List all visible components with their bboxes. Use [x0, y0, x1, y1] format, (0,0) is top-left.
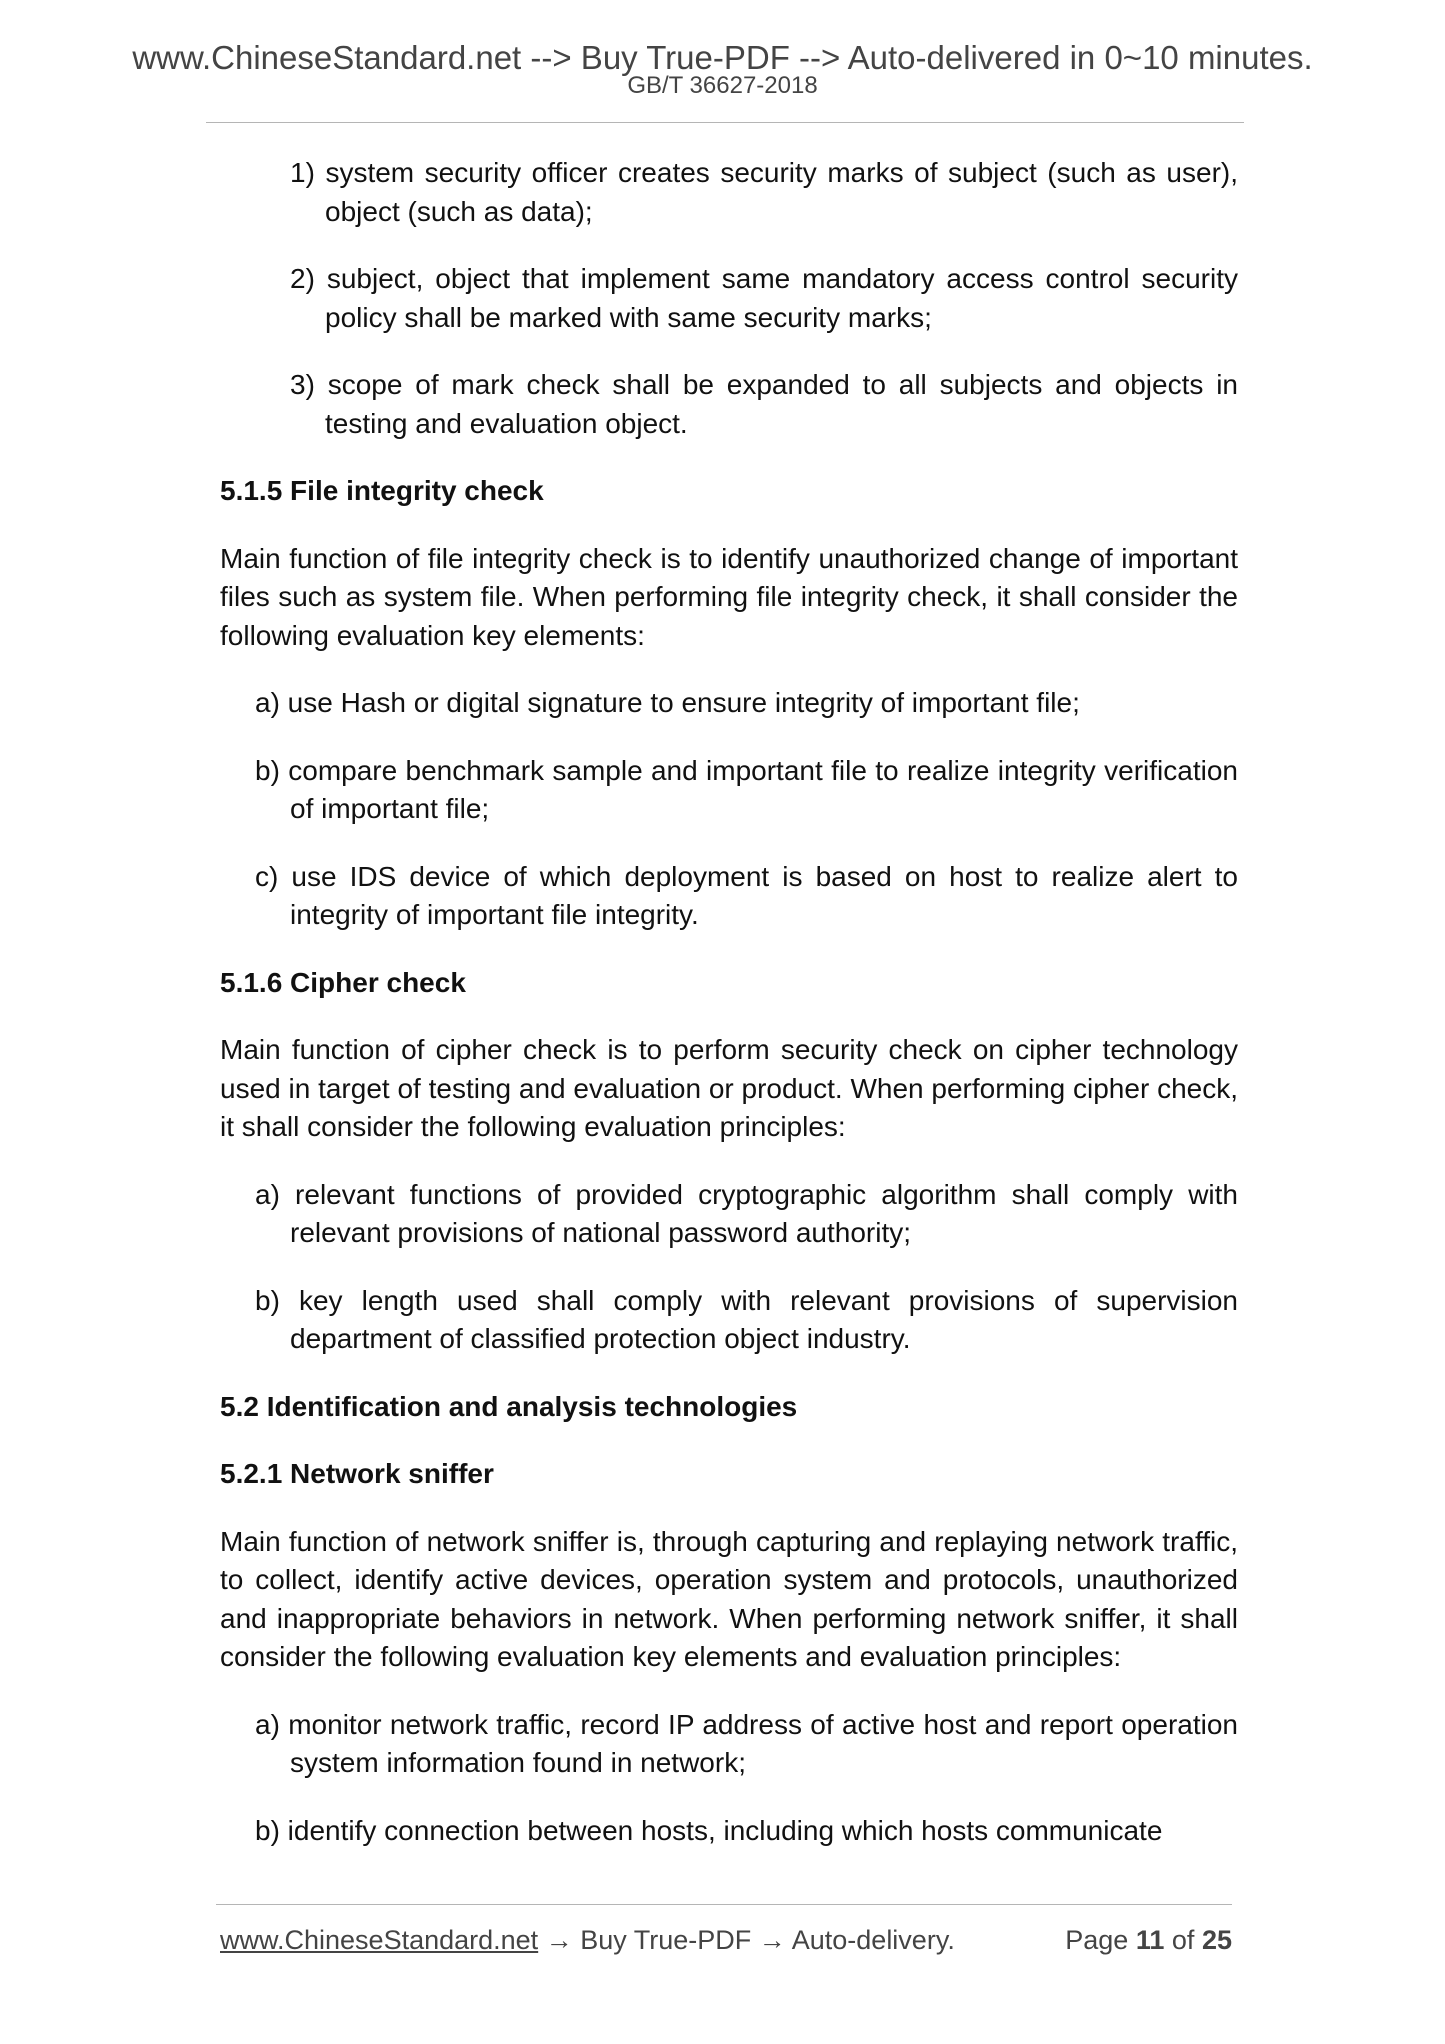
- document-body: [220, 154, 1238, 1850]
- list-item: b) identify connection between hosts, including which hosts communicate: [255, 1814, 1163, 1846]
- section-heading-5-1-5: 5.1.5 File integrity check: [220, 475, 544, 506]
- footer-divider: [216, 1904, 1232, 1905]
- section-heading-5-2-1: 5.2.1 Network sniffer: [220, 1458, 494, 1489]
- list-item: 3) scope of mark check shall be expanded to all subjects and objects in testing and evaluation object.: [290, 369, 1238, 439]
- of-label: of: [1171, 1925, 1195, 1955]
- page-number: 11: [1135, 1925, 1165, 1955]
- header-banner: www.ChineseStandard.net --> Buy True-PDF --> Auto-delivered in 0~10 minutes.: [132, 39, 1313, 76]
- section-heading-5-2: 5.2 Identification and analysis technologies: [220, 1390, 798, 1422]
- section-intro-5-1-5: Main function of file integrity check is to identify unauthorized change of important files such as system file. When performing file integrity check, it shall consider the following evaluation key elements:: [220, 542, 1238, 651]
- page-total: 25: [1201, 1925, 1232, 1955]
- section-intro-5-2-1: Main function of network sniffer is, through capturing and replaying network traffic, to collect, identify active devices, operation system and protocols, unauthorized and inappropriate behaviors in network. When performing network sniffer, it shall consider the following evaluation key elements and evaluation principles:: [220, 1525, 1238, 1672]
- list-item: 1) system security officer creates security marks of subject (such as user), object (such as data);: [290, 157, 1238, 227]
- list-item: b) compare benchmark sample and important file to realize integrity verification of important file;: [255, 754, 1238, 824]
- header-divider: [206, 122, 1244, 123]
- list-item: a) monitor network traffic, record IP address of active host and report operation system information found in network;: [255, 1708, 1238, 1778]
- footer-link[interactable]: www.ChineseStandard.net: [220, 1925, 539, 1955]
- list-item: 2) subject, object that implement same mandatory access control security policy shall be marked with same security marks;: [290, 263, 1238, 333]
- page-label: Page: [1065, 1925, 1129, 1955]
- footer-promo: [220, 1922, 955, 1958]
- list-item: c) use IDS device of which deployment is based on host to realize alert to integrity of important file integrity.: [255, 860, 1238, 930]
- section-intro-5-1-6: Main function of cipher check is to perform security check on cipher technology used in target of testing and evaluation or product. When performing cipher check, it shall consider the following evaluation principles:: [220, 1034, 1238, 1142]
- page-indicator: [1065, 1922, 1232, 1958]
- list-item: b) key length used shall comply with relevant provisions of supervision department of classified protection object industry.: [255, 1284, 1238, 1354]
- footer-promo-text: → Buy True-PDF → Auto-delivery.: [538, 1925, 955, 1955]
- standard-code: GB/T 36627-2018: [627, 72, 818, 99]
- list-item: a) use Hash or digital signature to ensure integrity of important file;: [255, 687, 1080, 718]
- page-footer: [220, 1922, 1232, 1958]
- list-item: a) relevant functions of provided cryptographic algorithm shall comply with relevant provisions of national password authority;: [255, 1178, 1238, 1248]
- section-heading-5-1-6: 5.1.6 Cipher check: [220, 966, 466, 998]
